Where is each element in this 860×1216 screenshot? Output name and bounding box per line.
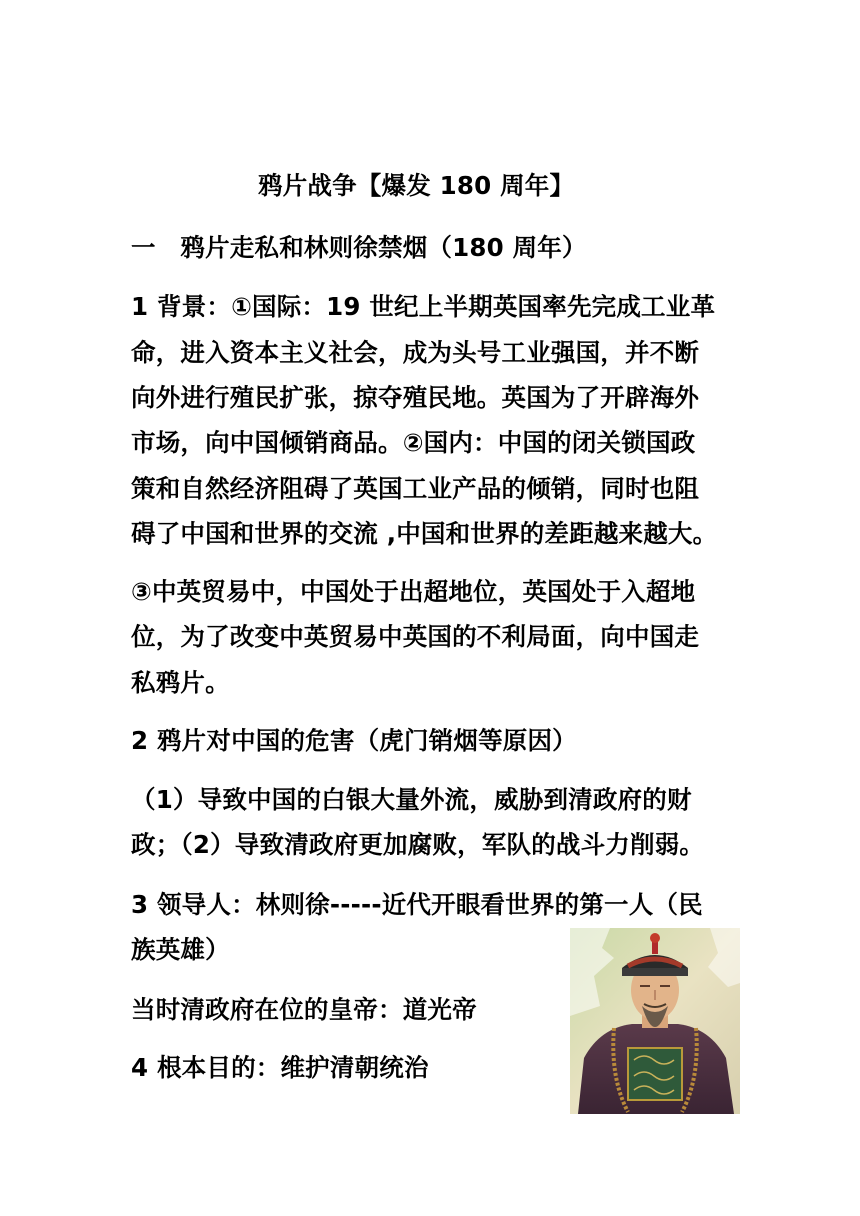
section-heading-1: 一 鸦片走私和林则徐禁烟（180 周年） — [131, 233, 587, 262]
page-title: 鸦片战争【爆发 180 周年】 — [258, 171, 575, 200]
purpose-line: 4 根本目的：维护清朝统治 — [131, 1053, 429, 1082]
trade-line-1: ③中英贸易中，中国处于出超地位，英国处于入超地 — [131, 577, 696, 606]
harm-line-2: 政；（2）导致清政府更加腐败，军队的战斗力削弱。 — [131, 830, 705, 859]
trade-line-3: 私鸦片。 — [131, 668, 230, 697]
leader-line-1: 3 领导人：林则徐-----近代开眼看世界的第一人（民 — [131, 890, 703, 919]
harm-heading: 2 鸦片对中国的危害（虎门销烟等原因） — [131, 726, 577, 755]
leader-line-2: 族英雄） — [131, 935, 230, 964]
background-line-3: 向外进行殖民扩张，掠夺殖民地。英国为了开辟海外 — [131, 383, 700, 412]
background-line-5: 策和自然经济阻碍了英国工业产品的倾销，同时也阻 — [131, 474, 700, 503]
background-line-6: 碍了中国和世界的交流 ,中国和世界的差距越来越大。 — [131, 519, 718, 548]
background-line-2: 命，进入资本主义社会，成为头号工业强国，并不断 — [131, 338, 700, 367]
harm-line-1: （1）导致中国的白银大量外流，威胁到清政府的财 — [131, 785, 692, 814]
background-line-1: 1 背景：①国际：19 世纪上半期英国率先完成工业革 — [131, 292, 716, 321]
trade-line-2: 位，为了改变中英贸易中英国的不利局面，向中国走 — [131, 622, 700, 651]
emperor-line: 当时清政府在位的皇帝：道光帝 — [131, 995, 477, 1024]
lin-zexu-portrait — [570, 928, 740, 1114]
background-line-4: 市场，向中国倾销商品。②国内：中国的闭关锁国政 — [131, 428, 696, 457]
